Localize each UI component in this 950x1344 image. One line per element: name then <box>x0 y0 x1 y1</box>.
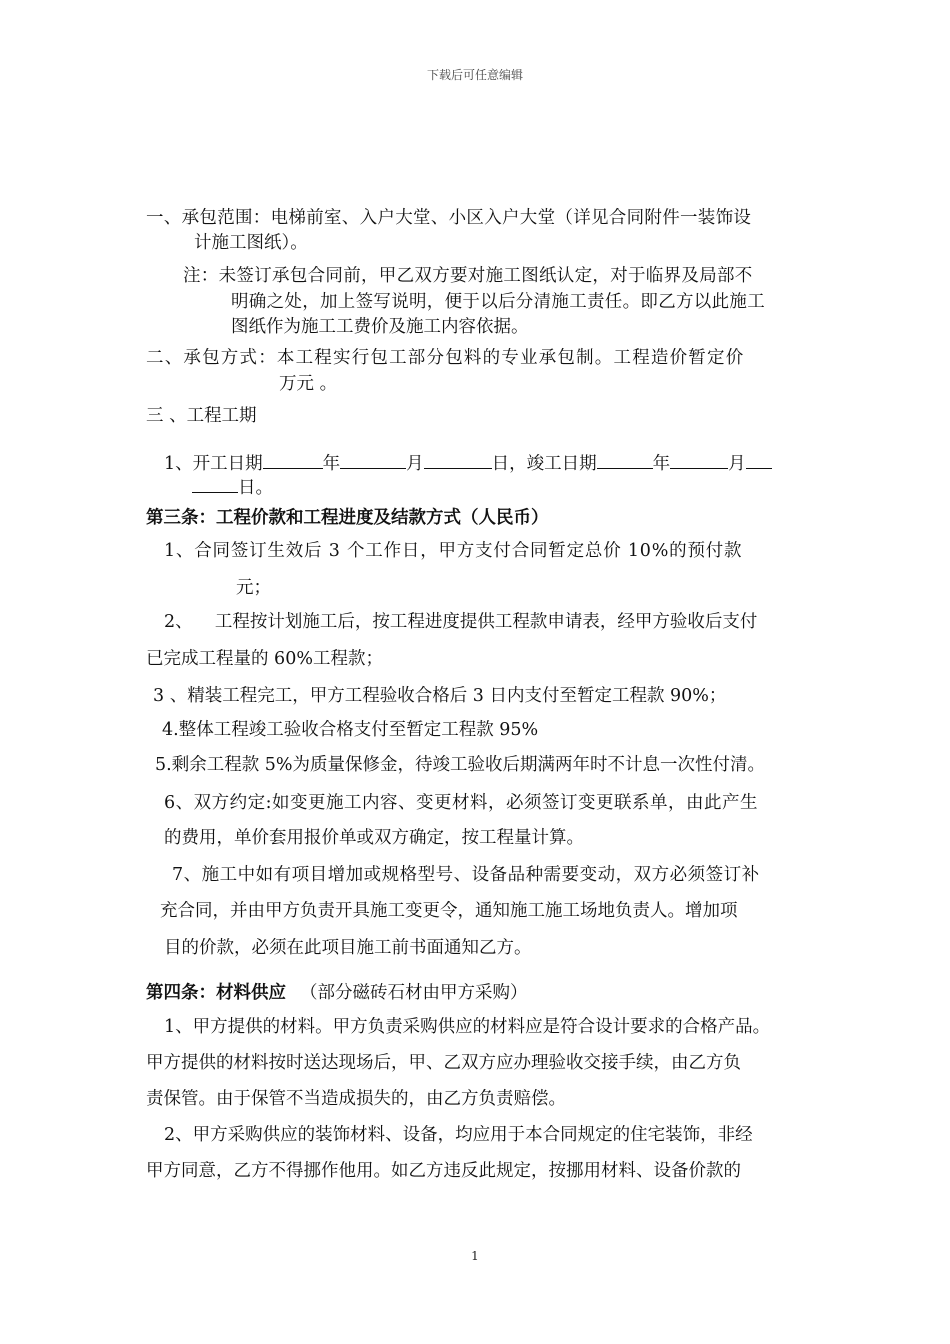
payment-5: 5.剩余工程款 5%为质量保修金，待竣工验收后期满两年时不计息一次性付清。 <box>155 755 766 775</box>
payment-1-line-2: 元； <box>236 578 271 598</box>
contract-mode-line-2: 万元 。 <box>279 374 338 394</box>
payment-4: 4.整体工程竣工验收合格支付至暂定工程款 95% <box>162 720 539 740</box>
material-1-line-1: 1、甲方提供的材料。甲方负责采购供应的材料应是符合设计要求的合格产品。 <box>164 1017 771 1037</box>
end-day-blank-a[interactable] <box>746 449 772 469</box>
note-line-3: 图纸作为施工工费价及施工内容依据。 <box>231 317 529 337</box>
month-label: 月 <box>406 454 424 474</box>
material-1-line-3: 责保管。由于保管不当造成损失的，由乙方负责赔偿。 <box>146 1089 566 1109</box>
start-year-blank[interactable] <box>263 449 323 469</box>
day-label: 日。 <box>238 478 273 498</box>
article-4-heading <box>146 981 528 1005</box>
article-3-heading: 第三条：工程价款和工程进度及结款方式（人民币） <box>146 508 549 528</box>
year-label: 年 <box>322 454 341 474</box>
page-number: 1 <box>471 1249 479 1263</box>
month-label: 月 <box>728 454 746 474</box>
dates-line-1 <box>164 449 772 476</box>
payment-6-line-1: 6、双方约定:如变更施工内容、变更材料，必须签订变更联系单，由此产生 <box>164 793 759 813</box>
payment-3: 3 、精装工程完工，甲方工程验收合格后 3 日内支付至暂定工程款 90%； <box>153 686 727 706</box>
year-label: 年 <box>652 454 671 474</box>
end-day-blank-b[interactable] <box>192 473 238 493</box>
payment-6-line-2: 的费用，单价套用报价单或双方确定，按工程量计算。 <box>164 828 584 848</box>
payment-7-line-2: 充合同，并由甲方负责开具施工变更令，通知施工施工场地负责人。增加项 <box>160 901 738 921</box>
end-year-blank[interactable] <box>597 449 653 469</box>
material-2-line-2: 甲方同意，乙方不得挪作他用。如乙方违反此规定，按挪用材料、设备价款的 <box>146 1161 741 1181</box>
end-date-label: 日，竣工日期 <box>491 454 597 474</box>
contract-mode-line-1: 二、承包方式：本工程实行包工部分包料的专业承包制。工程造价暂定价 <box>146 348 745 368</box>
scope-line-1: 一、承包范围：电梯前室、入户大堂、小区入户大堂（详见合同附件一装饰设 <box>146 208 752 228</box>
end-month-blank[interactable] <box>670 449 728 469</box>
schedule-heading: 三 、工程工期 <box>146 406 257 426</box>
start-date-label: 1、开工日期 <box>164 454 263 474</box>
dates-line-2 <box>192 473 273 500</box>
scope-line-2: 计施工图纸）。 <box>194 233 308 253</box>
payment-7-line-3: 目的价款，必须在此项目施工前书面通知乙方。 <box>164 938 532 958</box>
note-line-2: 明确之处，加上签写说明，便于以后分清施工责任。即乙方以此施工 <box>231 292 765 312</box>
page-header: 下载后可任意编辑 <box>426 68 523 82</box>
note-line-1: 注：未签订承包合同前，甲乙双方要对施工图纸认定，对于临界及局部不 <box>183 266 753 286</box>
material-1-line-2: 甲方提供的材料按时送达现场后，甲、乙双方应办理验收交接手续，由乙方负 <box>146 1053 741 1073</box>
start-day-blank[interactable] <box>424 449 492 469</box>
article-4-note: （部分磁砖石材由甲方采购） <box>300 983 528 1003</box>
payment-1-line-1: 1、合同签订生效后 3 个工作日，甲方支付合同暂定总价 10%的预付款 <box>164 541 743 561</box>
article-4-title: 第四条：材料供应 <box>146 983 286 1003</box>
payment-2-line-1: 2、 工程按计划施工后，按工程进度提供工程款申请表，经甲方验收后支付 <box>164 612 758 632</box>
material-2-line-1: 2、甲方采购供应的装饰材料、设备，均应用于本合同规定的住宅装饰，非经 <box>164 1125 753 1145</box>
start-month-blank[interactable] <box>340 449 406 469</box>
payment-7-line-1: 7、施工中如有项目增加或规格型号、设备品种需要变动，双方必须签订补 <box>172 865 760 885</box>
payment-2-line-2: 已完成工程量的 60%工程款； <box>146 649 383 669</box>
